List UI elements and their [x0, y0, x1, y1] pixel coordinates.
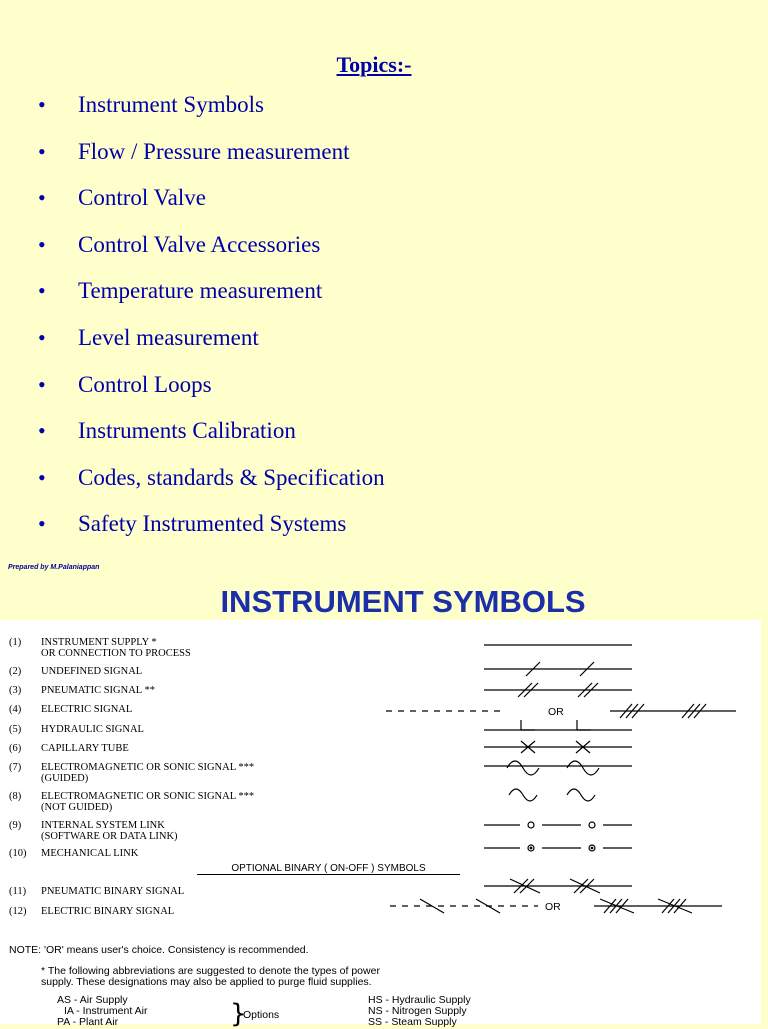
bullet: • [38, 278, 46, 304]
abbreviation-list-right [368, 995, 471, 1028]
row-number: (8) [9, 791, 22, 802]
row-label: INTERNAL SYSTEM LINK (SOFTWARE OR DATA LINK) [41, 820, 178, 842]
topic-label: Temperature measurement [78, 278, 323, 304]
abbr-item: PA - Plant Air [57, 1016, 119, 1028]
topic-item [38, 325, 385, 372]
row-label: ELECTROMAGNETIC OR SONIC SIGNAL *** (GUIDED) [41, 762, 255, 784]
topic-label: Instruments Calibration [78, 418, 296, 444]
row-number: (3) [9, 685, 22, 696]
bullet: • [38, 324, 46, 350]
bullet: • [38, 185, 46, 211]
electric-binary-dashed [390, 899, 538, 913]
row-number: (12) [9, 906, 27, 917]
topic-item [38, 232, 385, 279]
section-title: INSTRUMENT SYMBOLS [220, 584, 586, 619]
internal-system-link [484, 822, 632, 828]
row-label: INSTRUMENT SUPPLY * OR CONNECTION TO PROCESS [41, 637, 191, 659]
pneumatic-binary-signal [484, 879, 632, 893]
capillary-tube-line [484, 741, 632, 753]
row-label: CAPILLARY TUBE [41, 743, 129, 754]
abbr-item: SS - Steam Supply [368, 1016, 457, 1028]
topic-item [38, 511, 385, 558]
row-label: ELECTRIC BINARY SIGNAL [41, 906, 175, 917]
topic-item [38, 372, 385, 419]
topic-item [38, 139, 385, 186]
row-label: PNEUMATIC SIGNAL ** [41, 685, 155, 696]
optional-binary-header: OPTIONAL BINARY ( ON-OFF ) SYMBOLS [197, 863, 460, 875]
row-number: (6) [9, 743, 22, 754]
em-guided-signal [484, 761, 632, 775]
abbr-item: NS - Nitrogen Supply [368, 1005, 467, 1017]
row-label: MECHANICAL LINK [41, 848, 139, 859]
bullet: • [38, 511, 46, 537]
topic-label: Flow / Pressure measurement [78, 138, 350, 164]
or-label-binary: OR [545, 901, 561, 913]
row-number: (11) [9, 886, 27, 897]
topic-item [38, 418, 385, 465]
bullet: • [38, 231, 46, 257]
topic-item [38, 92, 385, 139]
bullet: • [38, 138, 46, 164]
row-number: (9) [9, 820, 22, 831]
options-label: Options [243, 1009, 280, 1021]
mechanical-link [484, 845, 632, 851]
pneumatic-signal-line [484, 683, 632, 697]
or-label-electric: OR [548, 706, 564, 718]
abbreviation-note: * The following abbreviations are suggested to denote the types of power supply. These designations may also be applied to purge fluid supplies. [41, 965, 380, 988]
topic-item [38, 278, 385, 325]
row-label: PNEUMATIC BINARY SIGNAL [41, 886, 185, 897]
topics-title: Topics:- [336, 52, 412, 77]
options-brace: } [230, 999, 247, 1029]
row-number: (1) [9, 637, 22, 648]
prepared-by: Prepared by M.Palaniappan [8, 564, 100, 571]
electric-binary-hatched [594, 899, 722, 913]
topic-label: Safety Instrumented Systems [78, 511, 347, 537]
row-number: (4) [9, 704, 22, 715]
abbreviation-list-left [57, 995, 147, 1028]
row-label: UNDEFINED SIGNAL [41, 666, 143, 677]
topic-label: Instrument Symbols [78, 92, 264, 117]
topics-list [38, 92, 385, 558]
hydraulic-signal-line [484, 720, 632, 730]
row-number: (5) [9, 724, 22, 735]
bullet: • [38, 92, 46, 117]
note-text: NOTE: 'OR' means user's choice. Consistency is recommended. [9, 944, 309, 956]
abbr-item: HS - Hydraulic Supply [368, 994, 471, 1006]
abbr-item: IA - Instrument Air [64, 1005, 148, 1017]
electric-signal-hatched [610, 704, 736, 718]
topic-label: Control Valve [78, 185, 206, 211]
em-not-guided-signal [509, 789, 595, 801]
bullet: • [38, 418, 46, 444]
topic-label: Codes, standards & Specification [78, 464, 385, 490]
topic-label: Control Valve Accessories [78, 231, 321, 257]
row-label: HYDRAULIC SIGNAL [41, 724, 144, 735]
row-number: (7) [9, 762, 22, 773]
topic-item [38, 185, 385, 232]
topic-item [38, 465, 385, 512]
bullet: • [38, 464, 46, 490]
topic-label: Control Loops [78, 371, 212, 397]
row-label: ELECTRIC SIGNAL [41, 704, 133, 715]
undefined-signal-line [484, 662, 632, 676]
row-number: (10) [9, 848, 27, 859]
abbr-item: AS - Air Supply [57, 994, 128, 1006]
bullet: • [38, 371, 46, 397]
symbol-drawings [380, 630, 750, 925]
topic-label: Level measurement [78, 324, 259, 350]
row-label: ELECTROMAGNETIC OR SONIC SIGNAL *** (NOT GUIDED) [41, 791, 255, 813]
row-number: (2) [9, 666, 22, 677]
